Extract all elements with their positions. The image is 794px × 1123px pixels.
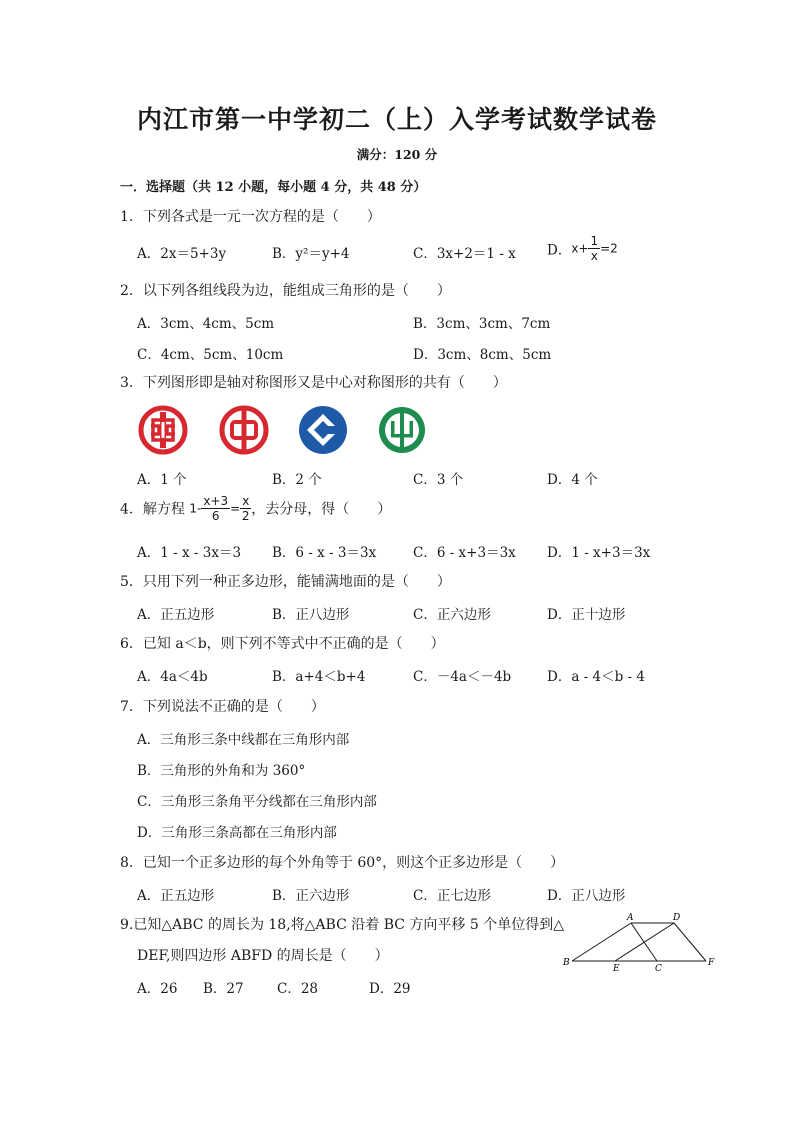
point-label-a: A	[627, 913, 634, 923]
q4-option-b: B．6 - x - 3＝3x	[272, 545, 377, 561]
q4-eq-one: 1-	[189, 501, 202, 516]
boc-logo	[218, 404, 270, 456]
q1-option-b: B．y²＝y+4	[272, 246, 350, 262]
q4-fraction-1	[201, 494, 230, 523]
q4-stem-end: ，去分母，得（ ）	[251, 501, 392, 518]
q9-option-b: B．27	[203, 981, 244, 997]
q6-option-a: A．4a＜4b	[137, 669, 208, 685]
q5-option-c: C．正六边形	[413, 607, 491, 623]
q6-stem: 6．已知 a＜b，则下列不等式中不正确的是（ ）	[120, 636, 445, 652]
q6-option-b: B．a+4＜b+4	[272, 669, 366, 685]
full-marks: 满分：120 分	[356, 147, 438, 162]
q3-option-b: B．2 个	[272, 472, 322, 488]
q1-option-d-prefix: D．	[547, 242, 572, 259]
q3-option-c: C．3 个	[413, 472, 464, 488]
q1-option-d-expr-end: =2	[600, 241, 618, 256]
q9-line2: DEF,则四边形 ABFD 的周长是（ ）	[137, 948, 389, 964]
q6-option-d: D．a - 4＜b - 4	[547, 669, 645, 685]
q4-fraction-2	[240, 494, 251, 523]
point-label-c: C	[655, 964, 662, 974]
line-de	[615, 923, 674, 961]
q8-option-a: A．正五边形	[137, 888, 215, 904]
q8-option-b: B．正六边形	[272, 888, 350, 904]
q1-option-d	[547, 234, 618, 263]
ccb-logo	[297, 404, 349, 456]
q4-fraction-1-denominator: 6	[211, 509, 220, 523]
q1-fraction-numerator: 1	[590, 234, 599, 248]
q9-translation-figure	[560, 908, 726, 974]
q2-option-a: A．3cm、4cm、5cm	[137, 316, 275, 332]
point-label-e: E	[613, 964, 620, 974]
q9-option-a: A．26	[137, 981, 178, 997]
point-label-b: B	[563, 958, 570, 968]
q5-option-d: D．正十边形	[547, 607, 626, 623]
q4-option-d: D．1 - x+3＝3x	[547, 545, 651, 561]
abc-logo	[376, 404, 428, 456]
q7-option-c: C．三角形三条角平分线都在三角形内部	[137, 794, 377, 810]
q5-option-a: A．正五边形	[137, 607, 215, 623]
q3-option-d: D．4 个	[547, 472, 598, 488]
q2-option-d: D．3cm、8cm、5cm	[413, 347, 552, 363]
q4-stem-start: 4．解方程	[120, 501, 190, 518]
q3-stem: 3．下列图形即是轴对称图形又是中心对称图形的共有（ ）	[120, 375, 507, 391]
q8-stem: 8．已知一个正多边形的每个外角等于 60°，则这个正多边形是（ ）	[120, 855, 565, 871]
q8-option-c: C．正七边形	[413, 888, 491, 904]
q1-option-d-expr-start: x+	[571, 241, 589, 256]
page-title: 内江市第一中学初二（上）入学考试数学试卷	[136, 105, 657, 134]
q4-fraction-2-numerator: x	[242, 494, 250, 508]
q7-option-a: A．三角形三条中线都在三角形内部	[137, 732, 350, 748]
q7-option-d: D．三角形三条高都在三角形内部	[137, 825, 337, 841]
q9-option-d: D．29	[369, 981, 411, 997]
icbc-logo	[137, 404, 189, 456]
q9-option-c: C．28	[277, 981, 319, 997]
q5-option-b: B．正八边形	[272, 607, 350, 623]
q3-option-a: A．1 个	[137, 472, 187, 488]
q8-option-d: D．正八边形	[547, 888, 626, 904]
q1-option-a: A．2x＝5+3y	[137, 246, 227, 262]
q2-option-b: B．3cm、3cm、7cm	[413, 316, 551, 332]
q4-eq-mid: =	[230, 501, 241, 516]
q9-line1: 9.已知△ABC 的周长为 18,将△ABC 沿着 BC 方向平移 5 个单位得到△	[120, 917, 564, 933]
q1-fraction-denominator: x	[590, 249, 598, 263]
q1-fraction	[588, 234, 600, 263]
section-heading: 一．选择题（共 12 小题，每小题 4 分，共 48 分）	[120, 180, 427, 195]
q1-option-c: C．3x+2＝1 - x	[413, 246, 516, 262]
q4-option-c: C．6 - x+3＝3x	[413, 545, 516, 561]
q1-stem: 1．下列各式是一元一次方程的是（ ）	[120, 209, 381, 225]
q4-stem	[120, 494, 391, 523]
point-label-f: F	[708, 958, 715, 968]
q4-option-a: A．1 - x - 3x＝3	[137, 545, 242, 561]
line-ab	[572, 923, 631, 961]
q7-option-b: B．三角形的外角和为 360°	[137, 763, 306, 779]
q2-stem: 2．以下列各组线段为边，能组成三角形的是（ ）	[120, 283, 451, 299]
q4-fraction-2-denominator: 2	[241, 509, 250, 523]
line-df	[674, 923, 706, 961]
q4-fraction-1-numerator: x+3	[203, 494, 229, 508]
q7-stem: 7．下列说法不正确的是（ ）	[120, 699, 325, 715]
q2-option-c: C．4cm、5cm、10cm	[137, 347, 284, 363]
q5-stem: 5．只用下列一种正多边形，能铺满地面的是（ ）	[120, 574, 451, 590]
point-label-d: D	[673, 913, 681, 923]
q6-option-c: C．－4a＜－4b	[413, 669, 512, 685]
